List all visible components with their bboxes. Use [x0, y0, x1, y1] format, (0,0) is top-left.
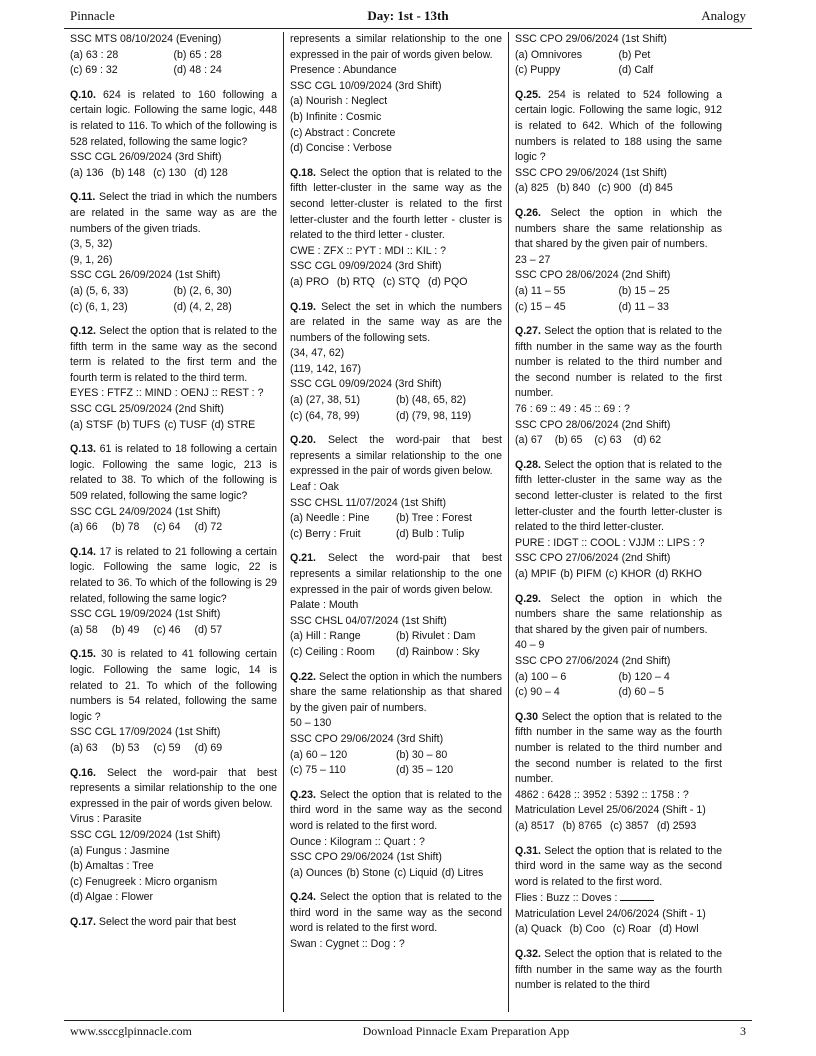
option-b: (b) (48, 65, 82) — [396, 394, 467, 407]
question-given: Swan : Cygnet :: Dog : ? — [290, 938, 405, 951]
page-number: 3 — [739, 1024, 746, 1038]
question-source: SSC MTS 08/10/2024 (Evening) — [70, 33, 222, 45]
option-b: (b) RTQ — [336, 275, 375, 288]
question-number: Q.11. — [70, 191, 96, 204]
option-d: (d) 2593 — [656, 819, 697, 832]
page-header — [70, 8, 746, 28]
question-text: 17 is related to 21 following a certain logic. Following the same logic, 22 is related to 36. To which of the following is 29 related, following the same logic? — [70, 545, 277, 605]
header-topic: Analogy — [701, 8, 746, 23]
option-d: (d) 128 — [194, 166, 228, 179]
option-b: (b) Rivulet : Dam — [396, 630, 476, 643]
question-24-tail — [515, 32, 722, 79]
question-text: Select the set in which the numbers are related in the same way as are the numbers of the following sets. — [290, 300, 502, 344]
question-given: Presence : Abundance — [290, 64, 397, 77]
option-a: (a) 8517 — [515, 819, 555, 832]
option-c: (c) 63 — [594, 434, 622, 447]
question-source: SSC CGL 26/09/2024 (1st Shift) — [70, 269, 221, 282]
option-a: (a) (27, 38, 51) — [290, 394, 361, 407]
option-a: (a) Omnivores — [515, 48, 583, 61]
question-given: (3, 5, 32) — [70, 238, 113, 251]
footer-app-promo: Download Pinnacle Exam Preparation App — [362, 1024, 570, 1038]
option-c: (c) Berry : Fruit — [290, 527, 361, 540]
option-d: (d) 48 : 24 — [173, 64, 222, 77]
question-source: SSC CPO 29/06/2024 (3rd Shift) — [290, 732, 444, 745]
question-text: Select the option that is related to the third word in the same way as the second word is related to the first word. — [515, 844, 722, 888]
option-d: (d) Rainbow : Sky — [396, 645, 480, 658]
question-28 — [515, 458, 722, 583]
question-given: 23 – 27 — [515, 253, 551, 266]
option-a: (a) STSF — [70, 418, 113, 431]
option-c: (c) 75 – 110 — [290, 764, 346, 777]
option-a: (a) 825 — [515, 182, 549, 195]
question-number: Q.23. — [290, 788, 316, 801]
option-d: (d) 60 – 5 — [618, 686, 664, 699]
question-number: Q.27. — [515, 325, 541, 338]
option-b: (b) Infinite : Cosmic — [290, 110, 382, 123]
question-number: Q.18. — [290, 166, 316, 179]
question-source: Matriculation Level 25/06/2024 (Shift - 1) — [515, 804, 706, 817]
question-number: Q.14. — [70, 545, 96, 558]
question-source: SSC CHSL 11/07/2024 (1st Shift) — [290, 496, 447, 509]
answer-blank — [620, 890, 654, 901]
option-a: (a) 67 — [515, 434, 543, 447]
question-number: Q.24. — [290, 891, 316, 904]
option-b: (b) 120 – 4 — [618, 670, 670, 683]
option-b: (b) PIFM — [560, 568, 602, 580]
question-given: EYES : FTFZ :: MIND : OENJ :: REST : ? — [70, 387, 264, 400]
option-c: (c) 69 : 32 — [70, 64, 118, 77]
question-number: Q.12. — [70, 325, 96, 338]
question-text: Select the triad in which the numbers are related in the same way as are the numbers of the given triads. — [70, 191, 277, 235]
option-b: (b) 15 – 25 — [618, 284, 670, 297]
question-number: Q.22. — [290, 670, 316, 683]
question-number: Q.30 — [515, 710, 538, 723]
header-day-range: Day: 1st - 13th — [367, 8, 449, 23]
question-given: (34, 47, 62) — [290, 347, 345, 360]
option-d: (d) Litres — [441, 866, 484, 879]
option-c: (c) 3857 — [609, 819, 649, 832]
question-number: Q.17. — [70, 915, 96, 928]
content-columns — [70, 32, 746, 1012]
option-d: (d) 72 — [194, 521, 223, 534]
question-source: SSC CPO 27/06/2024 (2nd Shift) — [515, 654, 671, 667]
option-a: (a) MPIF — [515, 568, 557, 580]
option-c: (c) (6, 1, 23) — [70, 300, 128, 313]
option-a: (a) Quack — [515, 923, 562, 936]
option-a: (a) 58 — [70, 623, 98, 636]
question-26 — [515, 206, 722, 315]
question-23 — [290, 788, 502, 882]
option-a: (a) PRO — [290, 275, 329, 288]
question-15 — [70, 647, 277, 756]
question-text: Select the option that is related to the fifth term in the same way as the second term is related to the first term and the fourth term is related to the third term. — [70, 325, 277, 384]
option-b: (b) Tree : Forest — [396, 512, 472, 525]
question-number: Q.10. — [70, 88, 96, 101]
column-1 — [70, 32, 284, 1012]
question-given: 40 – 9 — [515, 639, 545, 652]
question-given: Ounce : Kilogram :: Quart : ? — [290, 835, 425, 848]
option-a: (a) Nourish : Neglect — [290, 95, 388, 108]
question-text: Select the option that is related to the fifth letter-cluster in the same way as the second letter-cluster is related to the first letter-cluster and the fourth letter - cluster is related to the third letter - cluster. — [290, 166, 502, 242]
question-source: SSC CGL 26/09/2024 (3rd Shift) — [70, 151, 222, 164]
column-3 — [509, 32, 722, 1012]
question-given: (119, 142, 167) — [290, 362, 362, 375]
question-20 — [290, 433, 502, 542]
question-11 — [70, 190, 277, 315]
question-text: Select the word pair that best — [98, 915, 237, 928]
question-30 — [515, 710, 722, 835]
question-16 — [70, 766, 277, 906]
question-text: Select the option that is related to the fifth letter-cluster in the same way as the second letter-cluster is related to the first letter-cluster and the fourth letter-cluster is related to the third letter-cluster. — [515, 458, 722, 534]
option-a: (a) 11 – 55 — [515, 284, 566, 297]
option-b: (b) (2, 6, 30) — [173, 284, 232, 297]
question-number: Q.21. — [290, 552, 316, 565]
option-c: (c) 900 — [598, 182, 632, 195]
option-d: (d) Calf — [618, 64, 654, 77]
option-d: (d) Algae : Flower — [70, 891, 154, 904]
footer-website[interactable]: www.ssccglpinnacle.com — [70, 1024, 192, 1038]
option-c: (c) 46 — [153, 623, 181, 636]
question-12 — [70, 324, 277, 433]
question-number: Q.19. — [290, 300, 316, 313]
option-d: (d) STRE — [211, 418, 256, 431]
option-b: (b) Pet — [618, 48, 651, 61]
question-number: Q.26. — [515, 206, 541, 219]
question-24-start — [290, 890, 502, 952]
question-source: SSC CGL 10/09/2024 (3rd Shift) — [290, 79, 442, 92]
option-b: (b) 78 — [111, 521, 140, 534]
question-number: Q.20. — [290, 434, 316, 447]
option-b: (b) Stone — [346, 866, 390, 879]
question-given: CWE : ZFX :: PYT : MDI :: KIL : ? — [290, 244, 446, 257]
option-c: (c) TUSF — [164, 418, 208, 431]
option-c: (c) STQ — [382, 275, 420, 288]
question-given: (9, 1, 26) — [70, 253, 113, 266]
question-number: Q.25. — [515, 88, 541, 101]
option-b: (b) 53 — [111, 741, 140, 754]
option-a: (a) 63 — [70, 741, 98, 754]
option-a: (a) 63 : 28 — [70, 48, 119, 61]
option-d: (d) 11 – 33 — [618, 300, 669, 313]
option-a: (a) Needle : Pine — [290, 512, 370, 525]
question-text: Select the option that is related to the fifth number in the same way as the fourth number is related to the third number and the second number is related to the first number. — [515, 710, 722, 786]
question-text: Select the option in which the numbers share the same relationship as that shared by the given pair of numbers. — [515, 206, 722, 251]
question-text: Select the option that is related to the third word in the same way as the second word is related to the first word. — [290, 891, 502, 935]
option-a: (a) 100 – 6 — [515, 670, 567, 683]
question-source: Matriculation Level 24/06/2024 (Shift - 1) — [515, 907, 706, 920]
question-text: 61 is related to 18 following a certain logic. Following the same logic, 213 is related to 38. To which of the following is 509 related, following the same logic? — [70, 443, 277, 503]
question-22 — [290, 670, 502, 779]
question-text: Select the option that is related to the fifth number in the same way as the fourth number is related to the third — [515, 948, 722, 992]
option-d: (d) 69 — [194, 741, 223, 754]
question-given: Leaf : Oak — [290, 481, 339, 494]
question-given: Virus : Parasite — [70, 813, 142, 826]
question-source: SSC CGL 09/09/2024 (3rd Shift) — [290, 378, 442, 391]
question-number: Q.28. — [515, 458, 541, 471]
option-d: (d) Howl — [659, 923, 699, 936]
option-a: (a) 136 — [70, 166, 104, 179]
question-text: Select the option in which the numbers share the same relationship as that shared by the given pair of numbers. — [290, 670, 502, 714]
question-source: SSC CPO 28/06/2024 (2nd Shift) — [515, 269, 671, 282]
option-c: (c) Liquid — [393, 866, 438, 879]
page-footer — [70, 1024, 746, 1039]
question-source: SSC CHSL 04/07/2024 (1st Shift) — [290, 614, 447, 627]
option-a: (a) Hill : Range — [290, 630, 361, 643]
question-9-tail — [70, 32, 277, 79]
question-given: 76 : 69 :: 49 : 45 :: 69 : ? — [515, 403, 630, 416]
header-brand: Pinnacle — [70, 8, 115, 23]
option-b: (b) TUFS — [116, 418, 161, 431]
option-d: (d) Concise : Verbose — [290, 142, 392, 155]
option-d: (d) PQO — [428, 275, 468, 288]
question-19 — [290, 300, 502, 425]
option-c: (c) KHOR — [605, 568, 652, 580]
footer-rule — [64, 1020, 752, 1021]
question-number: Q.13. — [70, 443, 96, 456]
option-a: (a) Fungus : Jasmine — [70, 844, 170, 857]
question-given: 50 – 130 — [290, 717, 332, 730]
question-source: SSC CGL 25/09/2024 (2nd Shift) — [70, 403, 224, 416]
question-source: SSC CPO 29/06/2024 (1st Shift) — [515, 33, 667, 45]
question-17-tail — [290, 32, 502, 157]
option-b: (b) Coo — [569, 923, 605, 936]
question-number: Q.15. — [70, 648, 96, 661]
option-a: (a) Ounces — [290, 866, 343, 879]
option-c: (c) Roar — [612, 923, 652, 936]
option-a: (a) 60 – 120 — [290, 748, 348, 761]
question-source: SSC CGL 17/09/2024 (1st Shift) — [70, 726, 221, 739]
question-text: Select the option in which the numbers share the same relationship as that shared by the given pair of numbers. — [515, 592, 722, 636]
option-d: (d) RKHO — [655, 568, 702, 580]
question-text: represents a similar relationship to the one expressed in the pair of words given below. — [290, 33, 502, 61]
question-21 — [290, 551, 502, 660]
question-source: SSC CGL 12/09/2024 (1st Shift) — [70, 828, 221, 841]
question-source: SSC CGL 19/09/2024 (1st Shift) — [70, 608, 221, 621]
question-14 — [70, 545, 277, 639]
option-c: (c) Fenugreek : Micro organism — [70, 875, 218, 888]
question-source: SSC CPO 29/06/2024 (1st Shift) — [515, 166, 667, 179]
column-2 — [284, 32, 509, 1012]
question-25 — [515, 88, 722, 197]
option-d: (d) 35 – 120 — [396, 764, 454, 777]
question-text: 624 is related to 160 following a certain logic. Following the same logic, 448 is related to 116. To which of the following is 528 related, following the same logic? — [70, 88, 277, 148]
option-c: (c) Puppy — [515, 64, 561, 77]
question-source: SSC CGL 24/09/2024 (1st Shift) — [70, 505, 221, 518]
question-text: Select the option that is related to the fifth number in the same way as the fourth number is related to the third number and the second number is related to the first number. — [515, 325, 722, 400]
option-b: (b) 148 — [111, 166, 146, 179]
question-given: 4862 : 6428 :: 3952 : 5392 :: 1758 : ? — [515, 788, 689, 801]
option-b: (b) 65 : 28 — [173, 48, 222, 61]
question-given: Palate : Mouth — [290, 599, 359, 612]
option-d: (d) 57 — [194, 623, 223, 636]
question-source: SSC CPO 28/06/2024 (2nd Shift) — [515, 418, 671, 431]
option-c: (c) 64 — [153, 521, 181, 534]
option-d: (d) (4, 2, 28) — [173, 300, 232, 313]
question-given: Flies : Buzz :: Doves : — [515, 892, 618, 905]
option-b: (b) 8765 — [562, 819, 602, 832]
option-d: (d) Bulb : Tulip — [396, 527, 465, 540]
option-c: (c) 59 — [153, 741, 181, 754]
option-c: (c) Abstract : Concrete — [290, 126, 396, 139]
question-32-start — [515, 947, 722, 994]
question-10 — [70, 88, 277, 182]
option-d: (d) (79, 98, 119) — [396, 409, 472, 422]
option-c: (c) Ceiling : Room — [290, 645, 375, 658]
option-d: (d) 845 — [639, 182, 673, 195]
question-text: Select the option that is related to the third word in the same way as the second word is related to the first word. — [290, 788, 502, 832]
question-given: PURE : IDGT :: COOL : VJJM :: LIPS : ? — [515, 536, 705, 549]
header-rule — [64, 28, 752, 29]
question-text: Select the word-pair that best represents a similar relationship to the one expressed in the pair of words given below. — [290, 552, 502, 596]
option-d: (d) 62 — [633, 434, 662, 447]
question-text: Select the word-pair that best represents a similar relationship to the one expressed in the pair of words given below. — [70, 766, 277, 810]
question-number: Q.32. — [515, 948, 541, 961]
option-b: (b) 65 — [554, 434, 583, 447]
option-c: (c) 90 – 4 — [515, 686, 560, 699]
option-b: (b) 30 – 80 — [396, 748, 448, 761]
question-source: SSC CPO 29/06/2024 (1st Shift) — [290, 851, 442, 864]
question-17-start — [70, 915, 277, 931]
question-18 — [290, 166, 502, 291]
question-text: 254 is related to 524 following a certain logic. Following the same logic, 912 is related to 642. Which of the following numbers is related to 188 using the same logic ? — [515, 88, 722, 164]
option-c: (c) 130 — [153, 166, 187, 179]
option-b: (b) 49 — [111, 623, 140, 636]
question-27 — [515, 324, 722, 449]
option-c: (c) 15 – 45 — [515, 300, 566, 313]
question-number: Q.29. — [515, 592, 541, 605]
question-number: Q.16. — [70, 766, 96, 779]
question-text: 30 is related to 41 following certain logic. Following the same logic, 14 is related to 21. To which of the following numbers is 54 related, following the same logic ? — [70, 648, 277, 723]
option-a: (a) 66 — [70, 521, 98, 534]
question-29 — [515, 592, 722, 701]
option-b: (b) Amaltas : Tree — [70, 860, 154, 873]
question-13 — [70, 442, 277, 536]
question-31 — [515, 844, 722, 939]
question-source: SSC CGL 09/09/2024 (3rd Shift) — [290, 260, 442, 273]
option-b: (b) 840 — [556, 182, 591, 195]
question-number: Q.31. — [515, 844, 541, 857]
question-text: Select the word-pair that best represents a similar relationship to the one expressed in the pair of words given below. — [290, 434, 502, 478]
option-c: (c) (64, 78, 99) — [290, 409, 360, 422]
option-a: (a) (5, 6, 33) — [70, 284, 129, 297]
question-source: SSC CPO 27/06/2024 (2nd Shift) — [515, 552, 671, 565]
